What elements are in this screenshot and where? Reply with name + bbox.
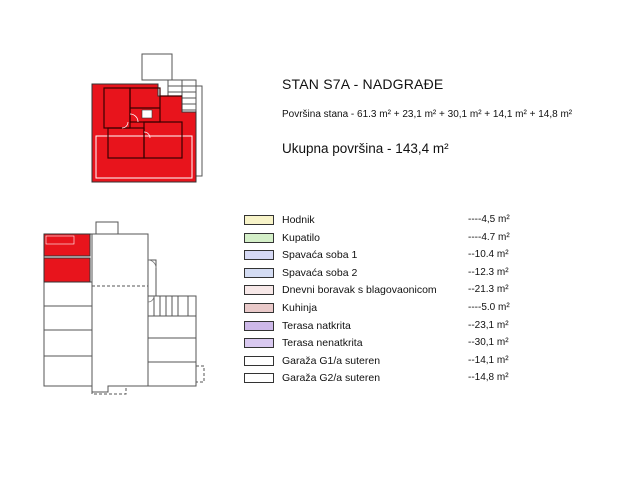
legend-swatch bbox=[244, 285, 274, 295]
legend-value: --14,8 m² bbox=[468, 372, 509, 384]
legend-swatch bbox=[244, 233, 274, 243]
legend-value: --14,1 m² bbox=[468, 354, 509, 366]
legend-row bbox=[240, 230, 530, 248]
legend-row bbox=[240, 370, 530, 388]
legend-label: Garaža G2/a suteren bbox=[282, 372, 381, 385]
legend-value: --30,1 m² bbox=[468, 337, 509, 349]
legend-swatch bbox=[244, 250, 274, 260]
legend-swatch bbox=[244, 268, 274, 278]
legend-row bbox=[240, 318, 530, 336]
apartment-title: STAN S7A - NADGRAĐE bbox=[282, 76, 444, 92]
legend-value: --21.3 m² bbox=[468, 284, 509, 296]
legend-label: Terasa natkrita bbox=[282, 319, 351, 332]
legend-row bbox=[240, 282, 530, 300]
legend-swatch bbox=[244, 321, 274, 331]
legend-row bbox=[240, 265, 530, 283]
basement-floor-plan bbox=[36, 216, 212, 400]
legend-label: Spavaća soba 2 bbox=[282, 266, 358, 279]
legend-value: ----4.7 m² bbox=[468, 231, 510, 243]
legend-swatch bbox=[244, 338, 274, 348]
legend-label: Terasa nenatkrita bbox=[282, 337, 363, 350]
legend-value: ----4,5 m² bbox=[468, 214, 510, 225]
legend-value: --23,1 m² bbox=[468, 319, 509, 331]
legend-label: Dnevni boravak s blagovaonicom bbox=[282, 284, 437, 297]
legend-swatch bbox=[244, 356, 274, 366]
legend-value: --10.4 m² bbox=[468, 249, 509, 261]
legend-row bbox=[240, 247, 530, 265]
legend-swatch bbox=[244, 373, 274, 383]
legend-swatch bbox=[244, 303, 274, 313]
apartment-floor-plan bbox=[82, 52, 210, 192]
legend-value: --12.3 m² bbox=[468, 266, 509, 278]
legend-row bbox=[240, 300, 530, 318]
legend-label: Garaža G1/a suteren bbox=[282, 354, 381, 367]
room-legend bbox=[240, 212, 530, 388]
legend-value: ----5.0 m² bbox=[468, 301, 510, 313]
legend-label: Spavaća soba 1 bbox=[282, 249, 358, 262]
legend-row bbox=[240, 212, 530, 230]
legend-row bbox=[240, 335, 530, 353]
legend-label: Kupatilo bbox=[282, 231, 320, 244]
legend-row bbox=[240, 353, 530, 371]
area-formula: Površina stana - 61.3 m² + 23,1 m² + 30,1 m² + 14,1 m² + 14,8 m² bbox=[282, 109, 573, 120]
legend-label: Hodnik bbox=[282, 214, 315, 226]
total-area: Ukupna površina - 143,4 m² bbox=[282, 141, 449, 156]
legend-label: Kuhinja bbox=[282, 301, 318, 314]
legend-swatch bbox=[244, 215, 274, 225]
